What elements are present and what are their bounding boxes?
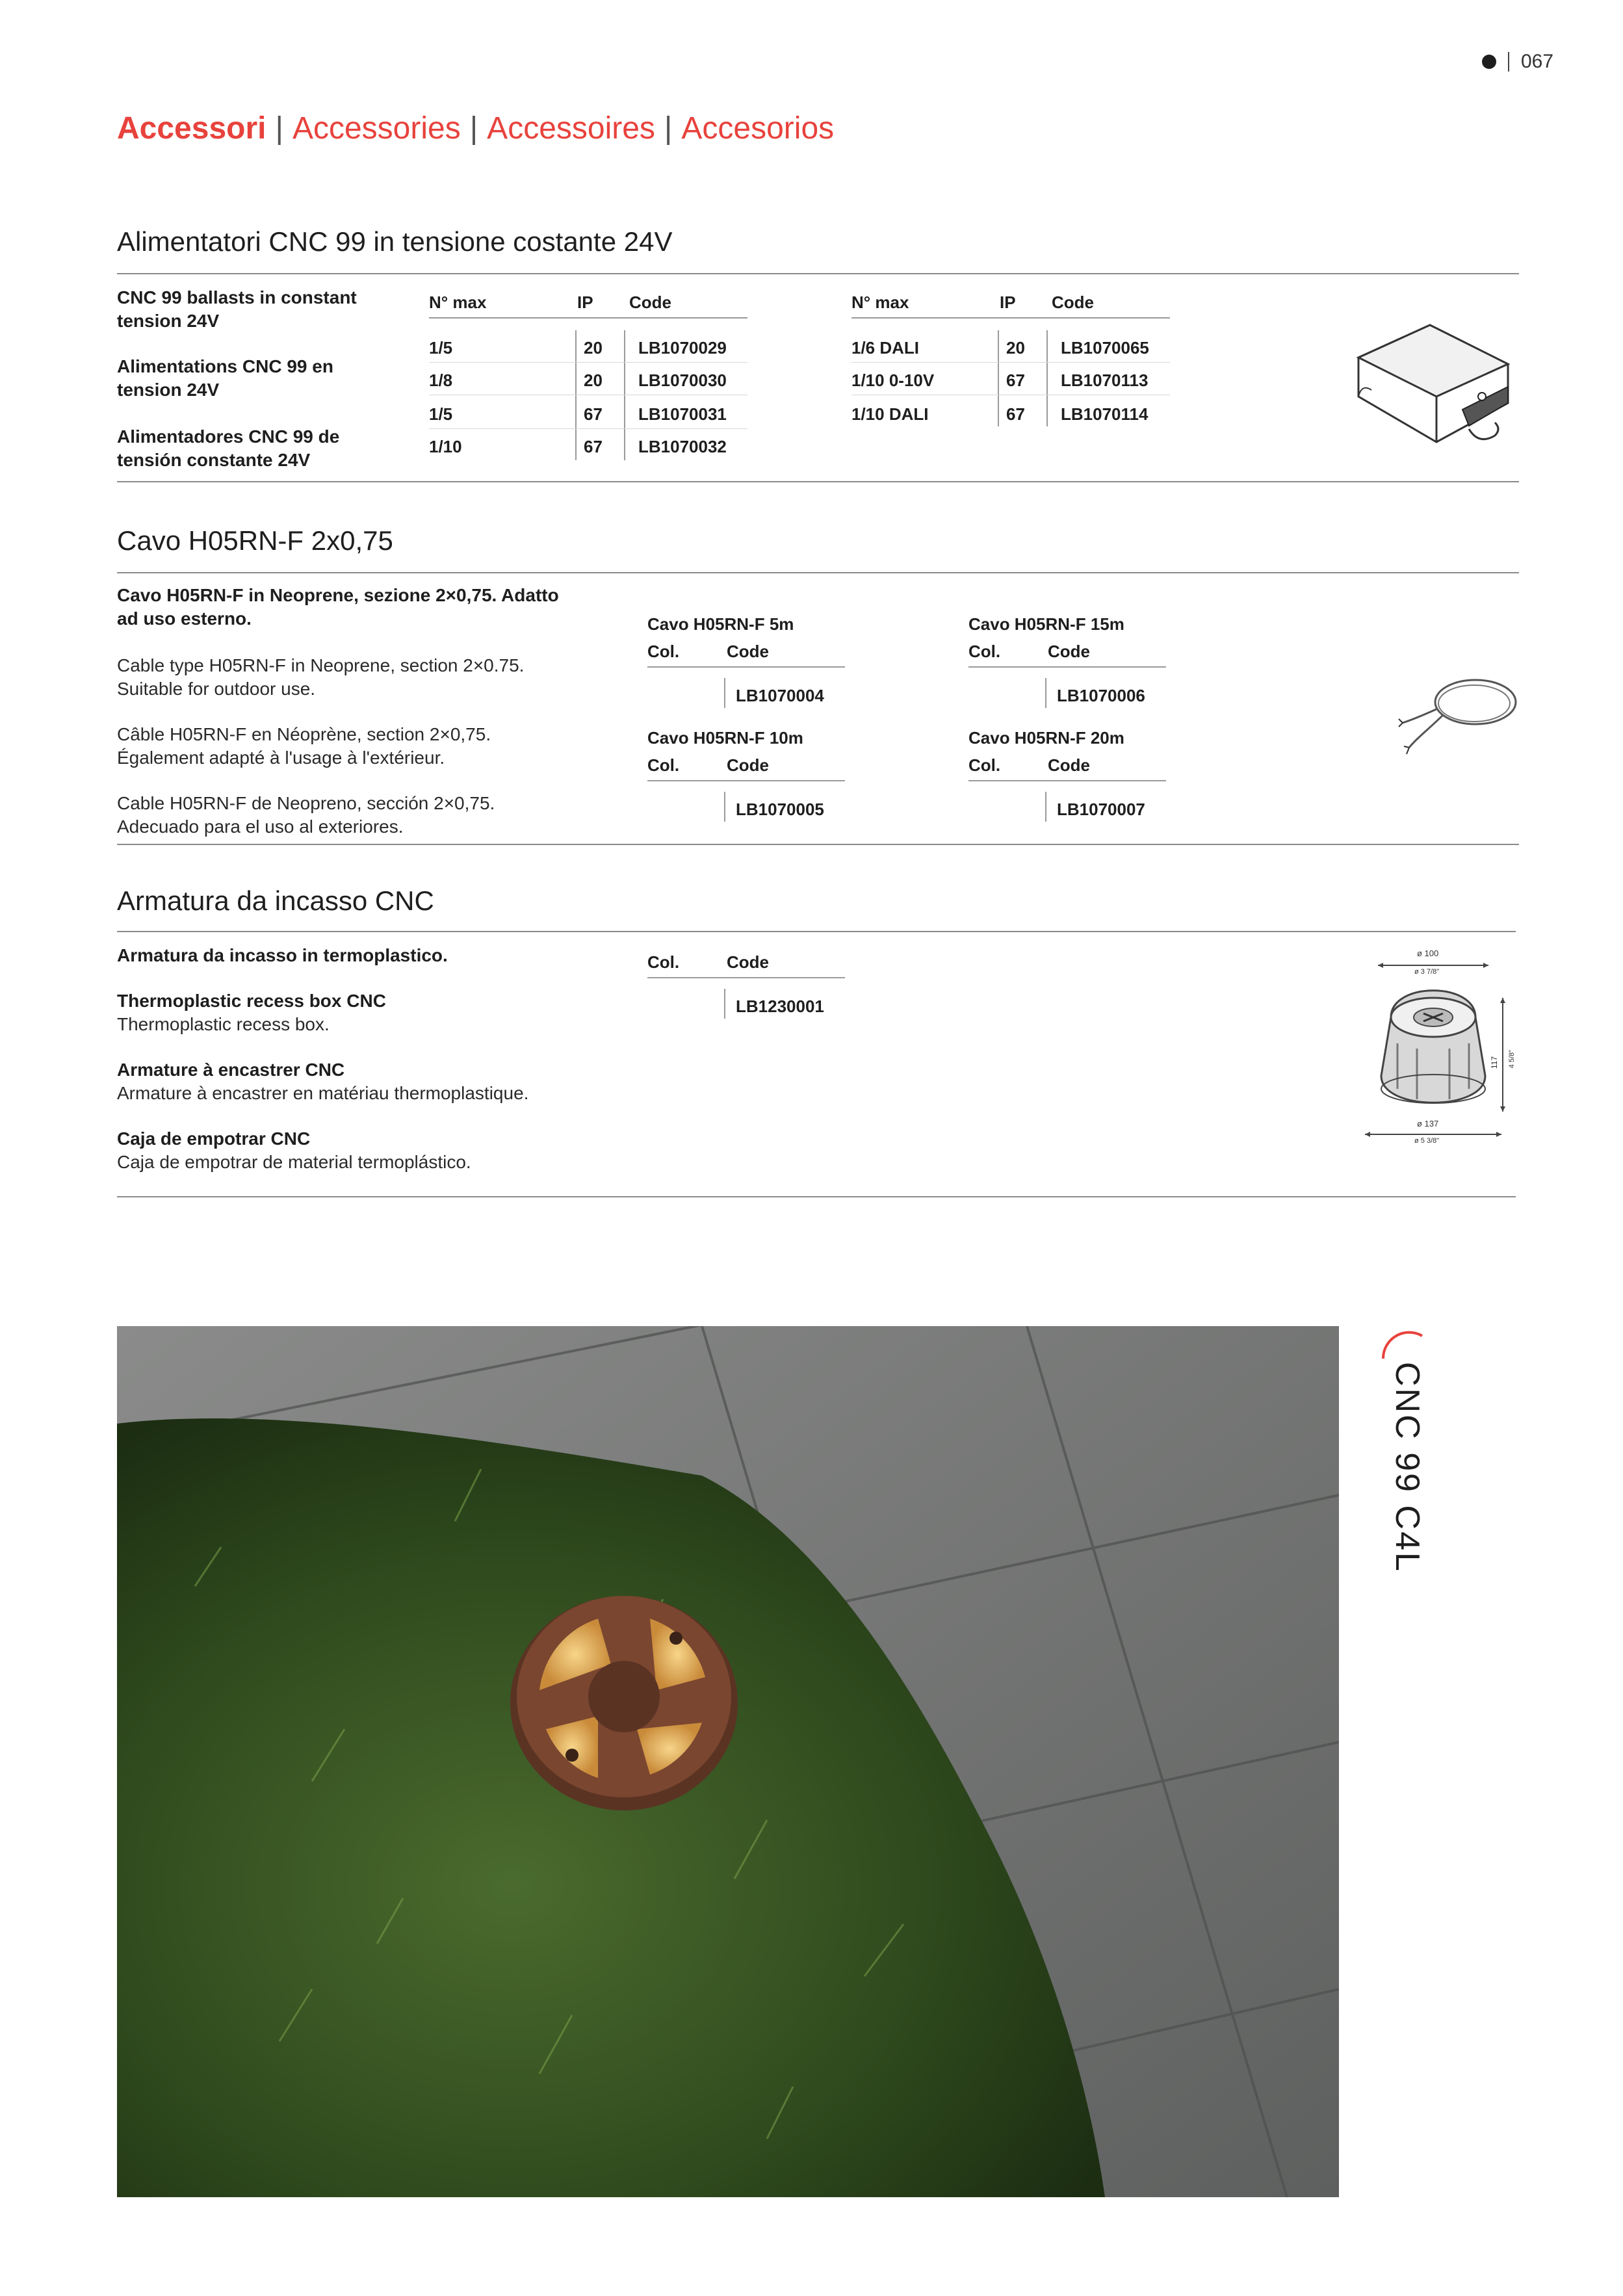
cable-desc-es: Cable H05RN-F de Neopreno, sección 2×0,75. Adecuado para el uso al exteriores.	[117, 793, 495, 837]
section-rule	[117, 844, 1519, 845]
recess-fr-title: Armature à encastrer CNC	[117, 1060, 345, 1080]
cable-variant-15m: Cavo H05RN-F 15m Col. Code LB1070006	[968, 614, 1166, 712]
section-rule	[117, 1196, 1516, 1197]
dim-bottom-inches: ø 5 3/8"	[1414, 1137, 1440, 1145]
page-number	[1482, 51, 1553, 73]
dim-height: 117	[1490, 1056, 1499, 1069]
table-row: 1/8 20 LB1070030	[429, 371, 727, 390]
ballast-desc-en: CNC 99 ballasts in constant tension 24V	[117, 287, 357, 331]
product-name: CNC 99 C4L	[1388, 1362, 1426, 1573]
divider	[1508, 52, 1509, 72]
section-title-ballasts: Alimentatori CNC 99 in tensione costante 24V	[117, 226, 673, 257]
product-photo-drawing	[117, 1326, 1339, 2197]
ballast-illustration	[1345, 319, 1514, 455]
cable-illustration	[1397, 663, 1521, 761]
recess-es-desc: Caja de empotrar de material termoplástico.	[117, 1152, 471, 1172]
cable-variant-20m: Cavo H05RN-F 20m Col. Code LB1070007	[968, 728, 1166, 826]
ballast-desc-fr: Alimentations CNC 99 en tension 24V	[117, 356, 333, 400]
page-title: Accessori | Accessories | Accessoires | Accesorios	[117, 111, 835, 146]
table-row: 1/10 DALI 67 LB1070114	[851, 404, 1149, 424]
recess-en-desc: Thermoplastic recess box.	[117, 1014, 330, 1034]
cable-variant-5m: Cavo H05RN-F 5m Col. Code LB1070004	[647, 614, 845, 712]
page-number-text: 067	[1521, 51, 1554, 72]
title-italian: Accessori	[117, 111, 266, 146]
cable-desc-it: Cavo H05RN-F in Neoprene, sezione 2×0,75. Adatto ad uso esterno.	[117, 585, 559, 629]
cable-desc-fr: Câble H05RN-F en Néoprène, section 2×0,75. Également adapté à l'usage à l'extérieur.	[117, 724, 491, 768]
dim-top-inches: ø 3 7/8"	[1414, 968, 1440, 976]
section-title-recess: Armatura da incasso CNC	[117, 885, 434, 916]
section-title-cable: Cavo H05RN-F 2x0,75	[117, 525, 393, 556]
recess-en-title: Thermoplastic recess box CNC	[117, 991, 386, 1011]
section-rule	[117, 572, 1519, 573]
cable-desc-en: Cable type H05RN-F in Neoprene, section 2×0.75. Suitable for outdoor use.	[117, 655, 525, 699]
table-row: 1/6 DALI 20 LB1070065	[851, 338, 1149, 358]
table-row: 1/5 67 LB1070031	[429, 404, 727, 424]
title-french: Accessoires	[487, 111, 655, 146]
dim-top: ø 100	[1417, 948, 1439, 958]
bullet-icon	[1482, 55, 1496, 69]
title-spanish: Accesorios	[681, 111, 835, 146]
table-row: 1/10 67 LB1070032	[429, 437, 727, 456]
dim-height-inches: 4 5/8"	[1508, 1050, 1516, 1069]
table-row: 1/10 0-10V 67 LB1070113	[851, 371, 1149, 390]
recess-box-drawing	[1352, 946, 1521, 1154]
recess-es-title: Caja de empotrar CNC	[117, 1128, 311, 1149]
title-english: Accessories	[292, 111, 461, 146]
cable-variant-10m: Cavo H05RN-F 10m Col. Code LB1070005	[647, 728, 845, 826]
recess-desc-it: Armatura da incasso in termoplastico.	[117, 945, 448, 965]
section-rule	[117, 931, 1516, 932]
accent-arc-icon	[1377, 1326, 1429, 1365]
recess-fr-desc: Armature à encastrer en matériau thermoplastique.	[117, 1083, 529, 1103]
section-rule	[117, 481, 1519, 482]
dim-bottom: ø 137	[1417, 1119, 1439, 1128]
recess-code-table: Col. Code LB1230001	[647, 952, 845, 1030]
product-photo	[117, 1326, 1339, 2197]
table-row: 1/5 20 LB1070029	[429, 338, 727, 358]
ballast-desc-es: Alimentadores CNC 99 de tensión constante 24V	[117, 426, 340, 470]
section-rule	[117, 273, 1519, 274]
